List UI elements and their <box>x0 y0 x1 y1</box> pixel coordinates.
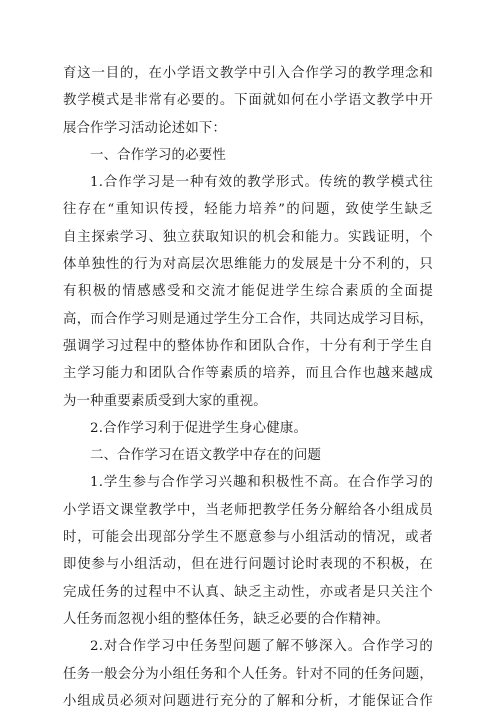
paragraph-line: 人任务而忽视小组的整体任务，缺乏必要的合作精神。 <box>63 611 390 627</box>
paragraph-line: 任务一般会分为小组任务和个人任务。针对不同的任务问题， <box>63 666 433 682</box>
paragraph-line: 育这一目的，在小学语文教学中引入合作学习的教学理念和 <box>63 66 433 81</box>
section-heading-necessity: 一、合作学习的必要性 <box>90 147 226 163</box>
paragraph-line: 展合作学习活动论述如下： <box>63 120 227 136</box>
paragraph-line: 小学语文课堂教学中，当老师把教学任务分解给各小组成员 <box>63 502 433 518</box>
paragraph-line: 强调学习过程中的整体协作和团队合作，十分有利于学生自 <box>63 338 433 354</box>
paragraph-line: 有积极的情感感受和交流才能促进学生综合素质的全面提 <box>63 284 433 300</box>
paragraph-line: 体单独性的行为对高层次思维能力的发展是十分不利的，只 <box>63 257 433 273</box>
paragraph-line: 小组成员必须对问题进行充分的了解和分析，才能保证合作 <box>63 693 433 709</box>
paragraph-line: 完成任务的过程中不认真、缺乏主动性，亦或者是只关注个 <box>63 584 433 600</box>
paragraph-line: 1.学生参与合作学习兴趣和积极性不高。在合作学习的 <box>90 475 433 491</box>
paragraph-line: 往存在“重知识传授，轻能力培养”的问题，致使学生缺乏 <box>63 202 433 218</box>
paragraph-line: 自主探索学习、独立获取知识的机会和能力。实践证明，个 <box>63 229 433 245</box>
paragraph-line: 即使参与小组活动，但在进行问题讨论时表现的不积极，在 <box>63 557 433 573</box>
paragraph-line: 为一种重要素质受到大家的重视。 <box>63 393 267 409</box>
document-body <box>63 60 433 715</box>
paragraph-line: 2.合作学习利于促进学生身心健康。 <box>90 420 308 436</box>
paragraph-line: 2.对合作学习中任务型问题了解不够深入。合作学习的 <box>90 639 433 655</box>
paragraph-line: 时，可能会出现部分学生不愿意参与小组活动的情况，或者 <box>63 530 433 546</box>
paragraph-line: 主学习能力和团队合作等素质的培养，而且合作也越来越成 <box>63 366 433 382</box>
paragraph-line: 1.合作学习是一种有效的教学形式。传统的教学模式往 <box>90 175 433 191</box>
paragraph-line: 高，而合作学习则是通过学生分工合作，共同达成学习目标， <box>63 311 433 327</box>
paragraph-line: 教学模式是非常有必要的。下面就如何在小学语文教学中开 <box>63 93 433 109</box>
section-heading-problems: 二、合作学习在语文教学中存在的问题 <box>90 448 322 464</box>
